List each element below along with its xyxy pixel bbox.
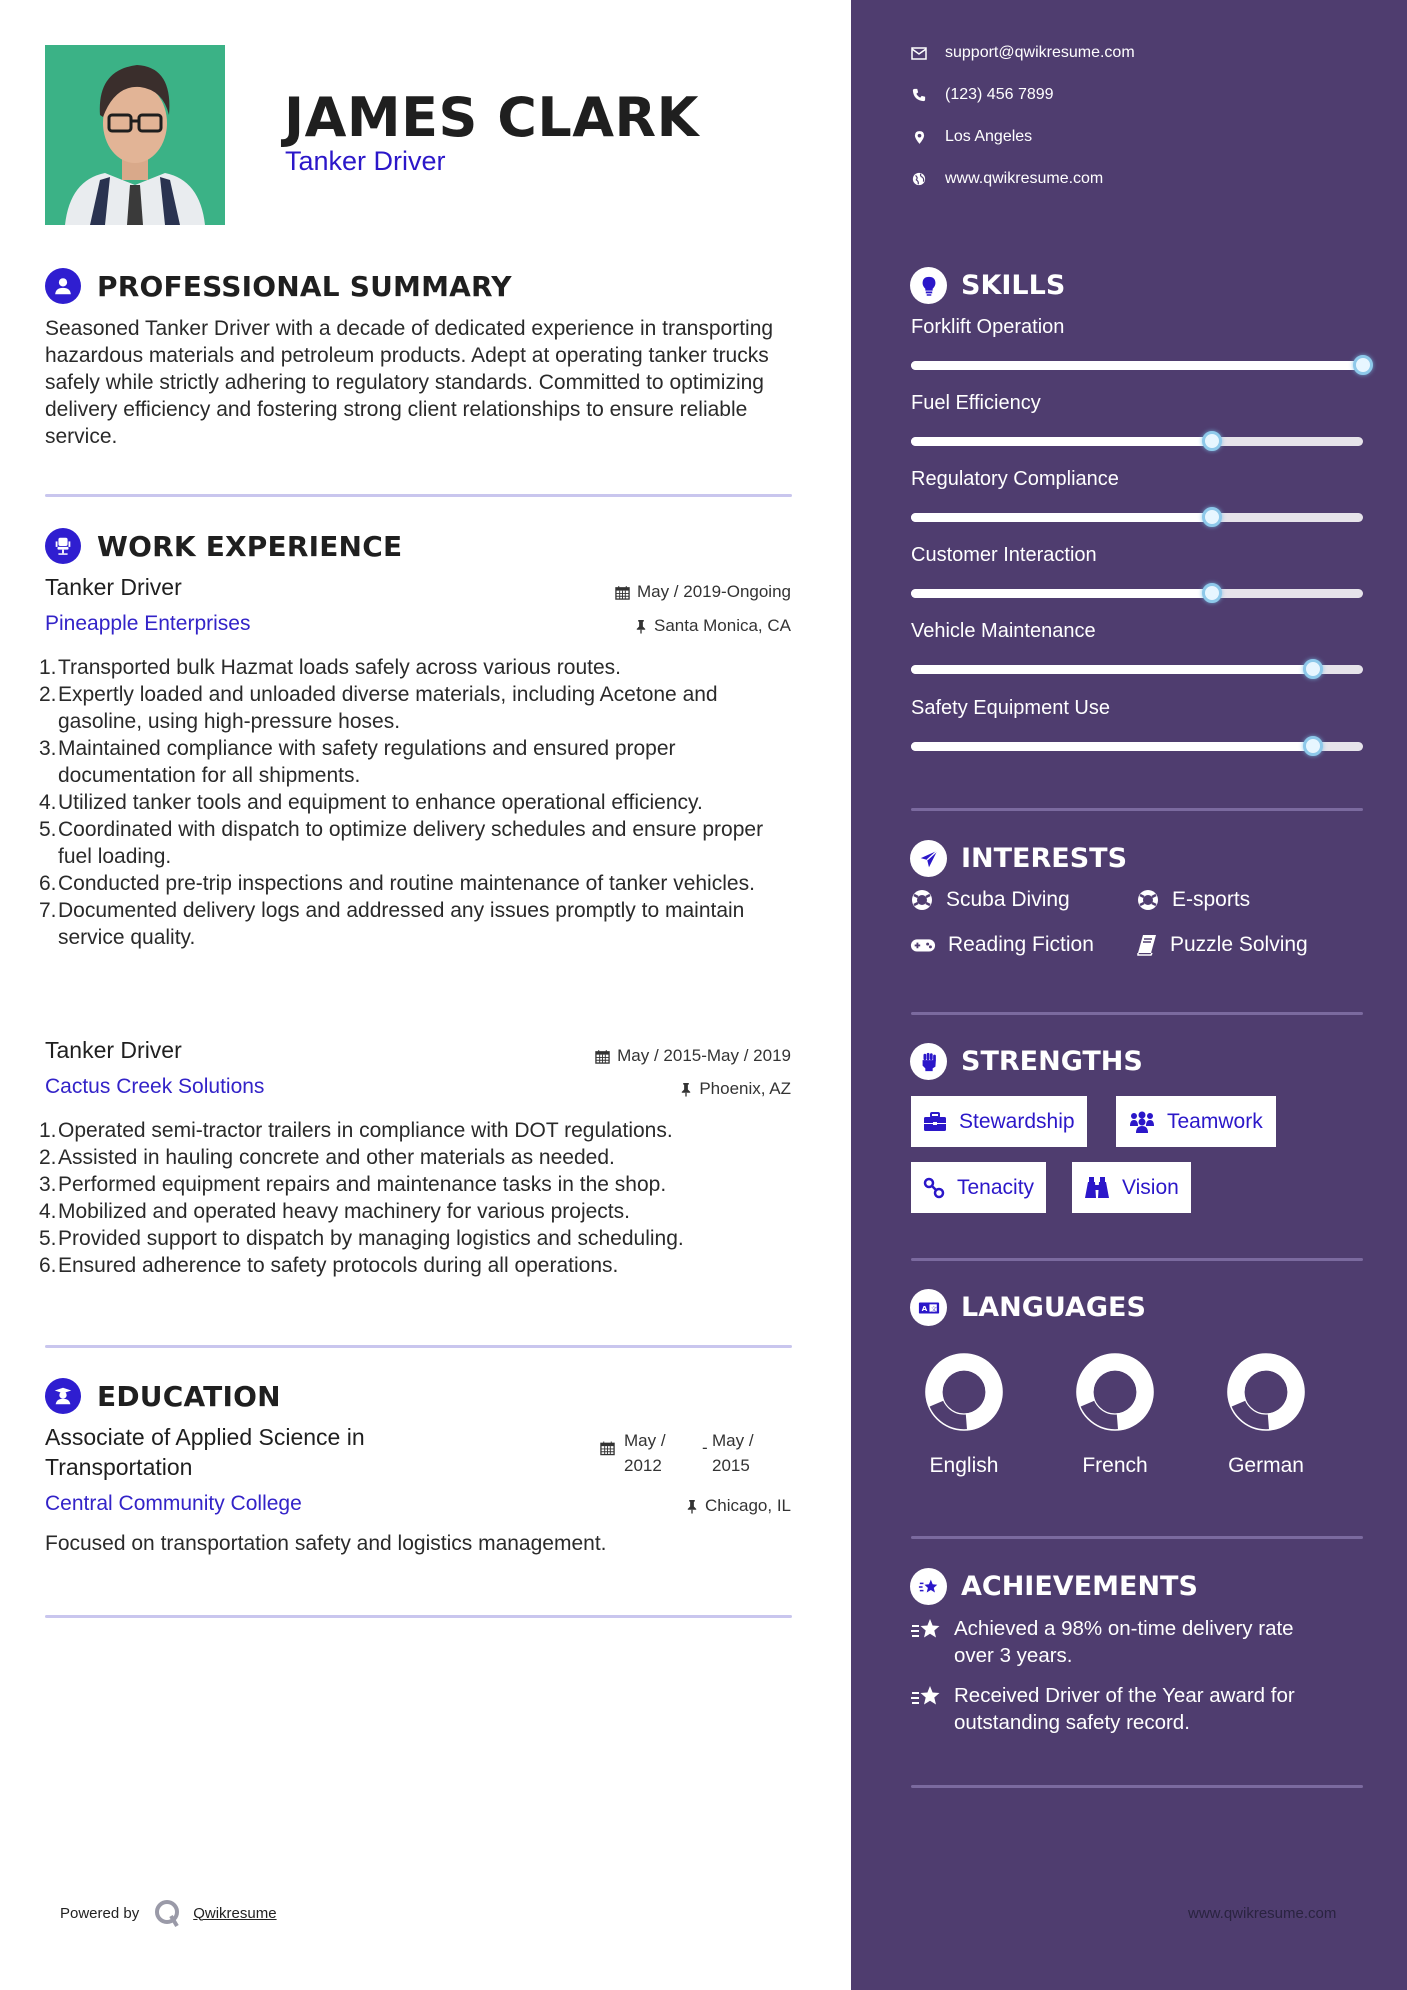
list-item: 3. Maintained compliance with safety regulations and ensured proper documentation for all shipments. [39, 737, 676, 787]
lightbulb-icon [910, 267, 947, 304]
language-proficiency-donut [1218, 1344, 1314, 1440]
pushpin-icon [635, 619, 647, 634]
skill-label: Forklift Operation [911, 316, 1065, 338]
interest-item: Scuba Diving [910, 888, 1070, 912]
job-dates [615, 582, 791, 602]
skill-label: Safety Equipment Use [911, 697, 1110, 719]
footer-website[interactable]: www.qwikresume.com [1188, 1905, 1337, 1922]
skill-label: Vehicle Maintenance [911, 620, 1096, 642]
donut-fill-arc [1076, 1353, 1155, 1432]
list-item: 2. Expertly loaded and unloaded diverse materials, including Acetone and gasoline, using high-pressure hoses. [39, 683, 718, 733]
skill-slider[interactable] [911, 665, 1363, 674]
contact-email[interactable]: support@qwikresume.com [911, 44, 1135, 62]
achievements-section-header [910, 1568, 1198, 1605]
skills-section-header [910, 267, 1065, 304]
skill-slider[interactable] [911, 742, 1363, 751]
list-item: 4. Utilized tanker tools and equipment to enhance operational efficiency. [39, 791, 703, 814]
achievements-heading: ACHIEVEMENTS [961, 1571, 1198, 1602]
skill-slider[interactable] [911, 589, 1363, 598]
donut-fill-arc [925, 1353, 1004, 1432]
life-ring-icon [910, 888, 934, 912]
svg-text:文: 文 [930, 1305, 937, 1313]
job-location-text: Phoenix, AZ [699, 1079, 791, 1098]
translate-icon [910, 1289, 947, 1326]
language-item [904, 1344, 1024, 1478]
svg-text:A: A [921, 1303, 927, 1313]
paper-plane-icon [910, 840, 947, 877]
summary-section-header [45, 268, 512, 304]
contact-phone[interactable]: (123) 456 7899 [911, 86, 1054, 104]
list-item: 3. Performed equipment repairs and maintenance tasks in the shop. [39, 1173, 667, 1196]
job-responsibilities [39, 1117, 819, 1279]
job-dates-text: May / 2019-Ongoing [636, 582, 791, 601]
skill-level-fill [911, 742, 1313, 751]
qwikresume-link[interactable]: Qwikresume [193, 1904, 277, 1922]
users-icon [1129, 1110, 1155, 1134]
interest-item: Puzzle Solving [1136, 933, 1308, 957]
map-pin-icon [911, 129, 927, 145]
interests-section-header [910, 840, 1127, 877]
interest-item: Reading Fiction [910, 933, 1094, 957]
pushpin-icon [686, 1499, 698, 1514]
list-item: 6. Ensured adherence to safety protocols during all operations. [39, 1254, 619, 1277]
summary-heading: PROFESSIONAL SUMMARY [97, 269, 512, 303]
user-icon [45, 268, 81, 304]
skill-label: Fuel Efficiency [911, 392, 1041, 414]
skill-level-fill [911, 361, 1363, 370]
job-dates-text: May / 2015-May / 2019 [617, 1046, 791, 1065]
job-location [680, 1079, 791, 1099]
slider-handle[interactable] [1303, 736, 1323, 756]
strength-chip: Tenacity [911, 1162, 1046, 1213]
calendar-icon [600, 1440, 615, 1461]
list-item: 4. Mobilized and operated heavy machinery for various projects. [39, 1200, 630, 1223]
skill-label: Regulatory Compliance [911, 468, 1119, 490]
shooting-star-icon [910, 1684, 942, 1710]
list-item: 1. Operated semi-tractor trailers in compliance with DOT regulations. [39, 1119, 673, 1142]
school-name: Central Community College [45, 1492, 302, 1515]
strength-chip: Teamwork [1116, 1096, 1276, 1147]
gamepad-icon [910, 933, 936, 957]
education-location [686, 1496, 791, 1516]
language-label: German [1228, 1454, 1304, 1477]
job-dates [595, 1046, 791, 1066]
language-item [1055, 1344, 1175, 1478]
strength-chip: Vision [1072, 1162, 1191, 1213]
book-icon [1136, 933, 1158, 957]
degree-title-line1: Associate of Applied Science in [45, 1424, 365, 1450]
section-divider [45, 1345, 792, 1348]
list-item: 5. Coordinated with dispatch to optimize delivery schedules and ensure proper fuel loading. [39, 818, 764, 868]
strengths-section-header [910, 1043, 1143, 1080]
office-chair-icon [45, 528, 81, 564]
strengths-heading: STRENGTHS [961, 1046, 1143, 1077]
skill-slider[interactable] [911, 361, 1363, 370]
contact-website[interactable]: www.qwikresume.com [911, 170, 1103, 188]
education-description: Focused on transportation safety and logistics management. [45, 1532, 607, 1555]
section-divider [911, 808, 1363, 811]
list-item: 2. Assisted in hauling concrete and other materials as needed. [39, 1146, 615, 1169]
skill-level-fill [911, 513, 1212, 522]
list-item: 1. Transported bulk Hazmat loads safely across various routes. [39, 656, 621, 679]
donut-fill-arc [1227, 1353, 1306, 1432]
job-title: Tanker Driver [45, 1037, 182, 1063]
envelope-icon [911, 45, 927, 61]
section-divider [911, 1012, 1363, 1015]
experience-heading: WORK EXPERIENCE [97, 529, 403, 563]
experience-section-header [45, 528, 402, 564]
language-proficiency-donut [916, 1344, 1012, 1440]
company-name: Cactus Creek Solutions [45, 1075, 265, 1098]
section-divider [45, 1615, 792, 1618]
strength-chip: Stewardship [911, 1096, 1087, 1147]
language-label: English [929, 1454, 999, 1477]
education-end-date: May / 2015 [712, 1431, 754, 1475]
slider-handle[interactable] [1303, 659, 1323, 679]
section-divider [911, 1785, 1363, 1788]
skill-slider[interactable] [911, 513, 1363, 522]
summary-text: Seasoned Tanker Driver with a decade of dedicated experience in transporting hazardous materials and petroleum products. Adept at operating tanker trucks safely while strictly adhering to regulatory standards. Committed to optimizing delivery efficiency and fostering strong client relationships to ensure reliable service. [45, 317, 774, 448]
life-ring-icon [1136, 888, 1160, 912]
graduate-icon [45, 1378, 81, 1414]
shooting-star-icon [910, 1617, 942, 1643]
education-location-text: Chicago, IL [705, 1496, 791, 1515]
skills-heading: SKILLS [961, 270, 1066, 301]
section-divider [911, 1258, 1363, 1261]
pushpin-icon [680, 1082, 692, 1097]
achievement-item: Received Driver of the Year award for outstanding safety record. [910, 1682, 1295, 1736]
phone-icon [911, 87, 927, 103]
slider-handle[interactable] [1353, 355, 1373, 375]
person-portrait-icon [45, 45, 225, 225]
briefcase-icon [923, 1112, 947, 1132]
section-divider [911, 1536, 1363, 1539]
degree-title-line2: Transportation [45, 1454, 193, 1480]
candidate-title: Tanker Driver [285, 146, 446, 176]
calendar-icon [595, 1049, 610, 1064]
list-item: 6. Conducted pre-trip inspections and routine maintenance of tanker vehicles. [39, 872, 755, 895]
job-title: Tanker Driver [45, 574, 182, 600]
skill-label: Customer Interaction [911, 544, 1097, 566]
education-section-header [45, 1378, 281, 1414]
calendar-icon [615, 585, 630, 600]
skill-level-fill [911, 437, 1212, 446]
contact-location: Los Angeles [911, 128, 1032, 146]
language-label: French [1082, 1454, 1148, 1477]
powered-by-text: Powered by [60, 1904, 140, 1922]
candidate-name: JAMES CLARK [284, 86, 699, 149]
interest-item: E-sports [1136, 888, 1250, 912]
skill-slider[interactable] [911, 437, 1363, 446]
binoculars-icon [1084, 1176, 1110, 1200]
interests-heading: INTERESTS [961, 843, 1128, 874]
achievement-item: Achieved a 98% on-time delivery rate over 3 years. [910, 1615, 1294, 1669]
powered-by [60, 1898, 277, 1928]
company-name: Pineapple Enterprises [45, 612, 251, 635]
languages-section-header [910, 1289, 1146, 1326]
section-divider [45, 494, 792, 497]
job-location [635, 616, 791, 636]
skill-level-fill [911, 665, 1313, 674]
language-proficiency-donut [1067, 1344, 1163, 1440]
raised-fist-icon [910, 1043, 947, 1080]
languages-heading: LANGUAGES [961, 1292, 1146, 1323]
education-heading: EDUCATION [97, 1379, 281, 1413]
shooting-star-icon [910, 1568, 947, 1605]
job-location-text: Santa Monica, CA [653, 616, 791, 635]
profile-photo [45, 45, 225, 225]
list-item: 5. Provided support to dispatch by managing logistics and scheduling. [39, 1227, 684, 1250]
link-icon [923, 1177, 945, 1199]
globe-icon [911, 171, 927, 187]
skill-level-fill [911, 589, 1212, 598]
qwikresume-logo-icon [153, 1898, 183, 1928]
job-responsibilities [39, 654, 799, 951]
date-separator: - [702, 1438, 708, 1457]
education-start-date: May / 2012 [624, 1431, 666, 1475]
language-item [1206, 1344, 1326, 1478]
list-item: 7. Documented delivery logs and addressed any issues promptly to maintain service quality. [39, 899, 745, 949]
